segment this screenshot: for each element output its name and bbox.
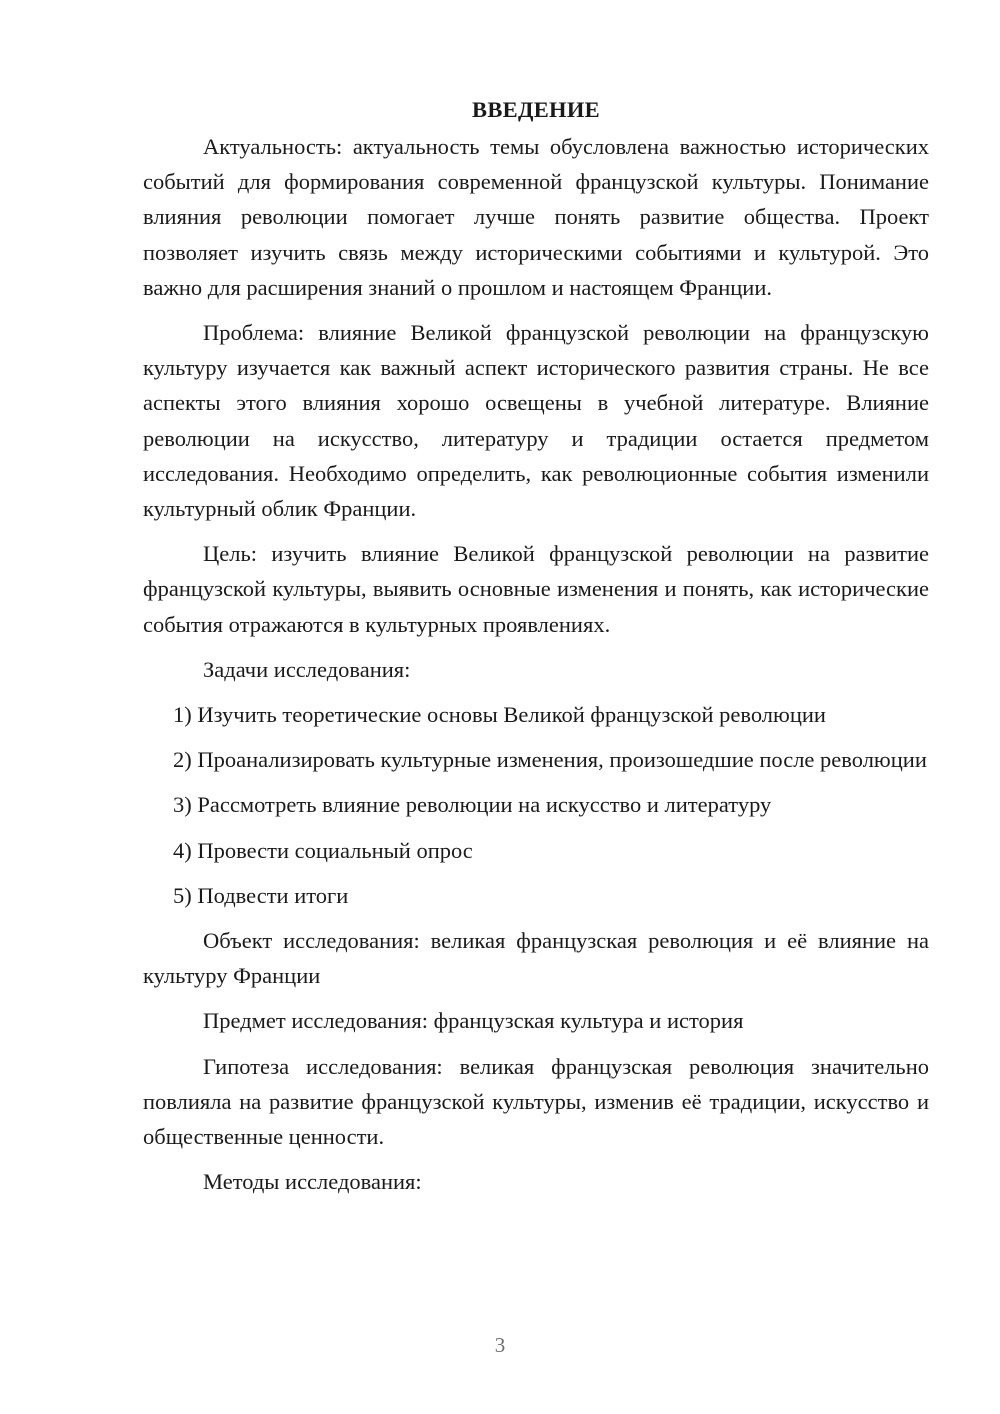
paragraph-hypothesis: Гипотеза исследования: великая французская революция значительно повлияла на развитие французской культуры, изменив её традиции, искусство и общественные ценности.	[143, 1053, 929, 1150]
tasks-heading: Задачи исследования:	[203, 656, 411, 682]
paragraph-subject: Предмет исследования: французская культура и история	[203, 1008, 744, 1034]
page-number: 3	[494, 1333, 506, 1357]
list-item: 1) Изучить теоретические основы Великой французской революции	[173, 702, 826, 728]
page-content	[143, 92, 929, 1209]
paragraph-problem: Проблема: влияние Великой французской революции на французскую культуру изучается как важный аспект исторического развития страны. Не все аспекты этого влияния хорошо освещены в учебной литературе. Влияние революции на искусство, литературу и традиции остается предметом исследования. Необходимо определить, как революционные события изменили культурный облик Франции.	[143, 320, 929, 522]
list-item: 2) Проанализировать культурные изменения, произошедшие после революции	[173, 747, 927, 773]
paragraph-relevance: Актуальность: актуальность темы обусловлена важностью исторических событий для формирования современной французской культуры. Понимание влияния революции помогает лучше понять развитие общества. Проект позволяет изучить связь между историческими событиями и культурой. Это важно для расширения знаний о прошлом и настоящем Франции.	[143, 134, 929, 300]
section-title: ВВЕДЕНИЕ	[472, 97, 600, 122]
list-item: 4) Провести социальный опрос	[173, 837, 473, 863]
tasks-list	[143, 697, 929, 913]
paragraph-object: Объект исследования: великая французская революция и её влияние на культуру Франции	[143, 928, 929, 989]
list-item: 5) Подвести итоги	[173, 882, 349, 908]
list-item: 3) Рассмотреть влияние революции на искусство и литературу	[173, 792, 772, 818]
paragraph-methods: Методы исследования:	[203, 1169, 422, 1195]
paragraph-goal: Цель: изучить влияние Великой французской революции на развитие французской культуры, выявить основные изменения и понять, как исторические события отражаются в культурных проявлениях.	[143, 541, 929, 637]
